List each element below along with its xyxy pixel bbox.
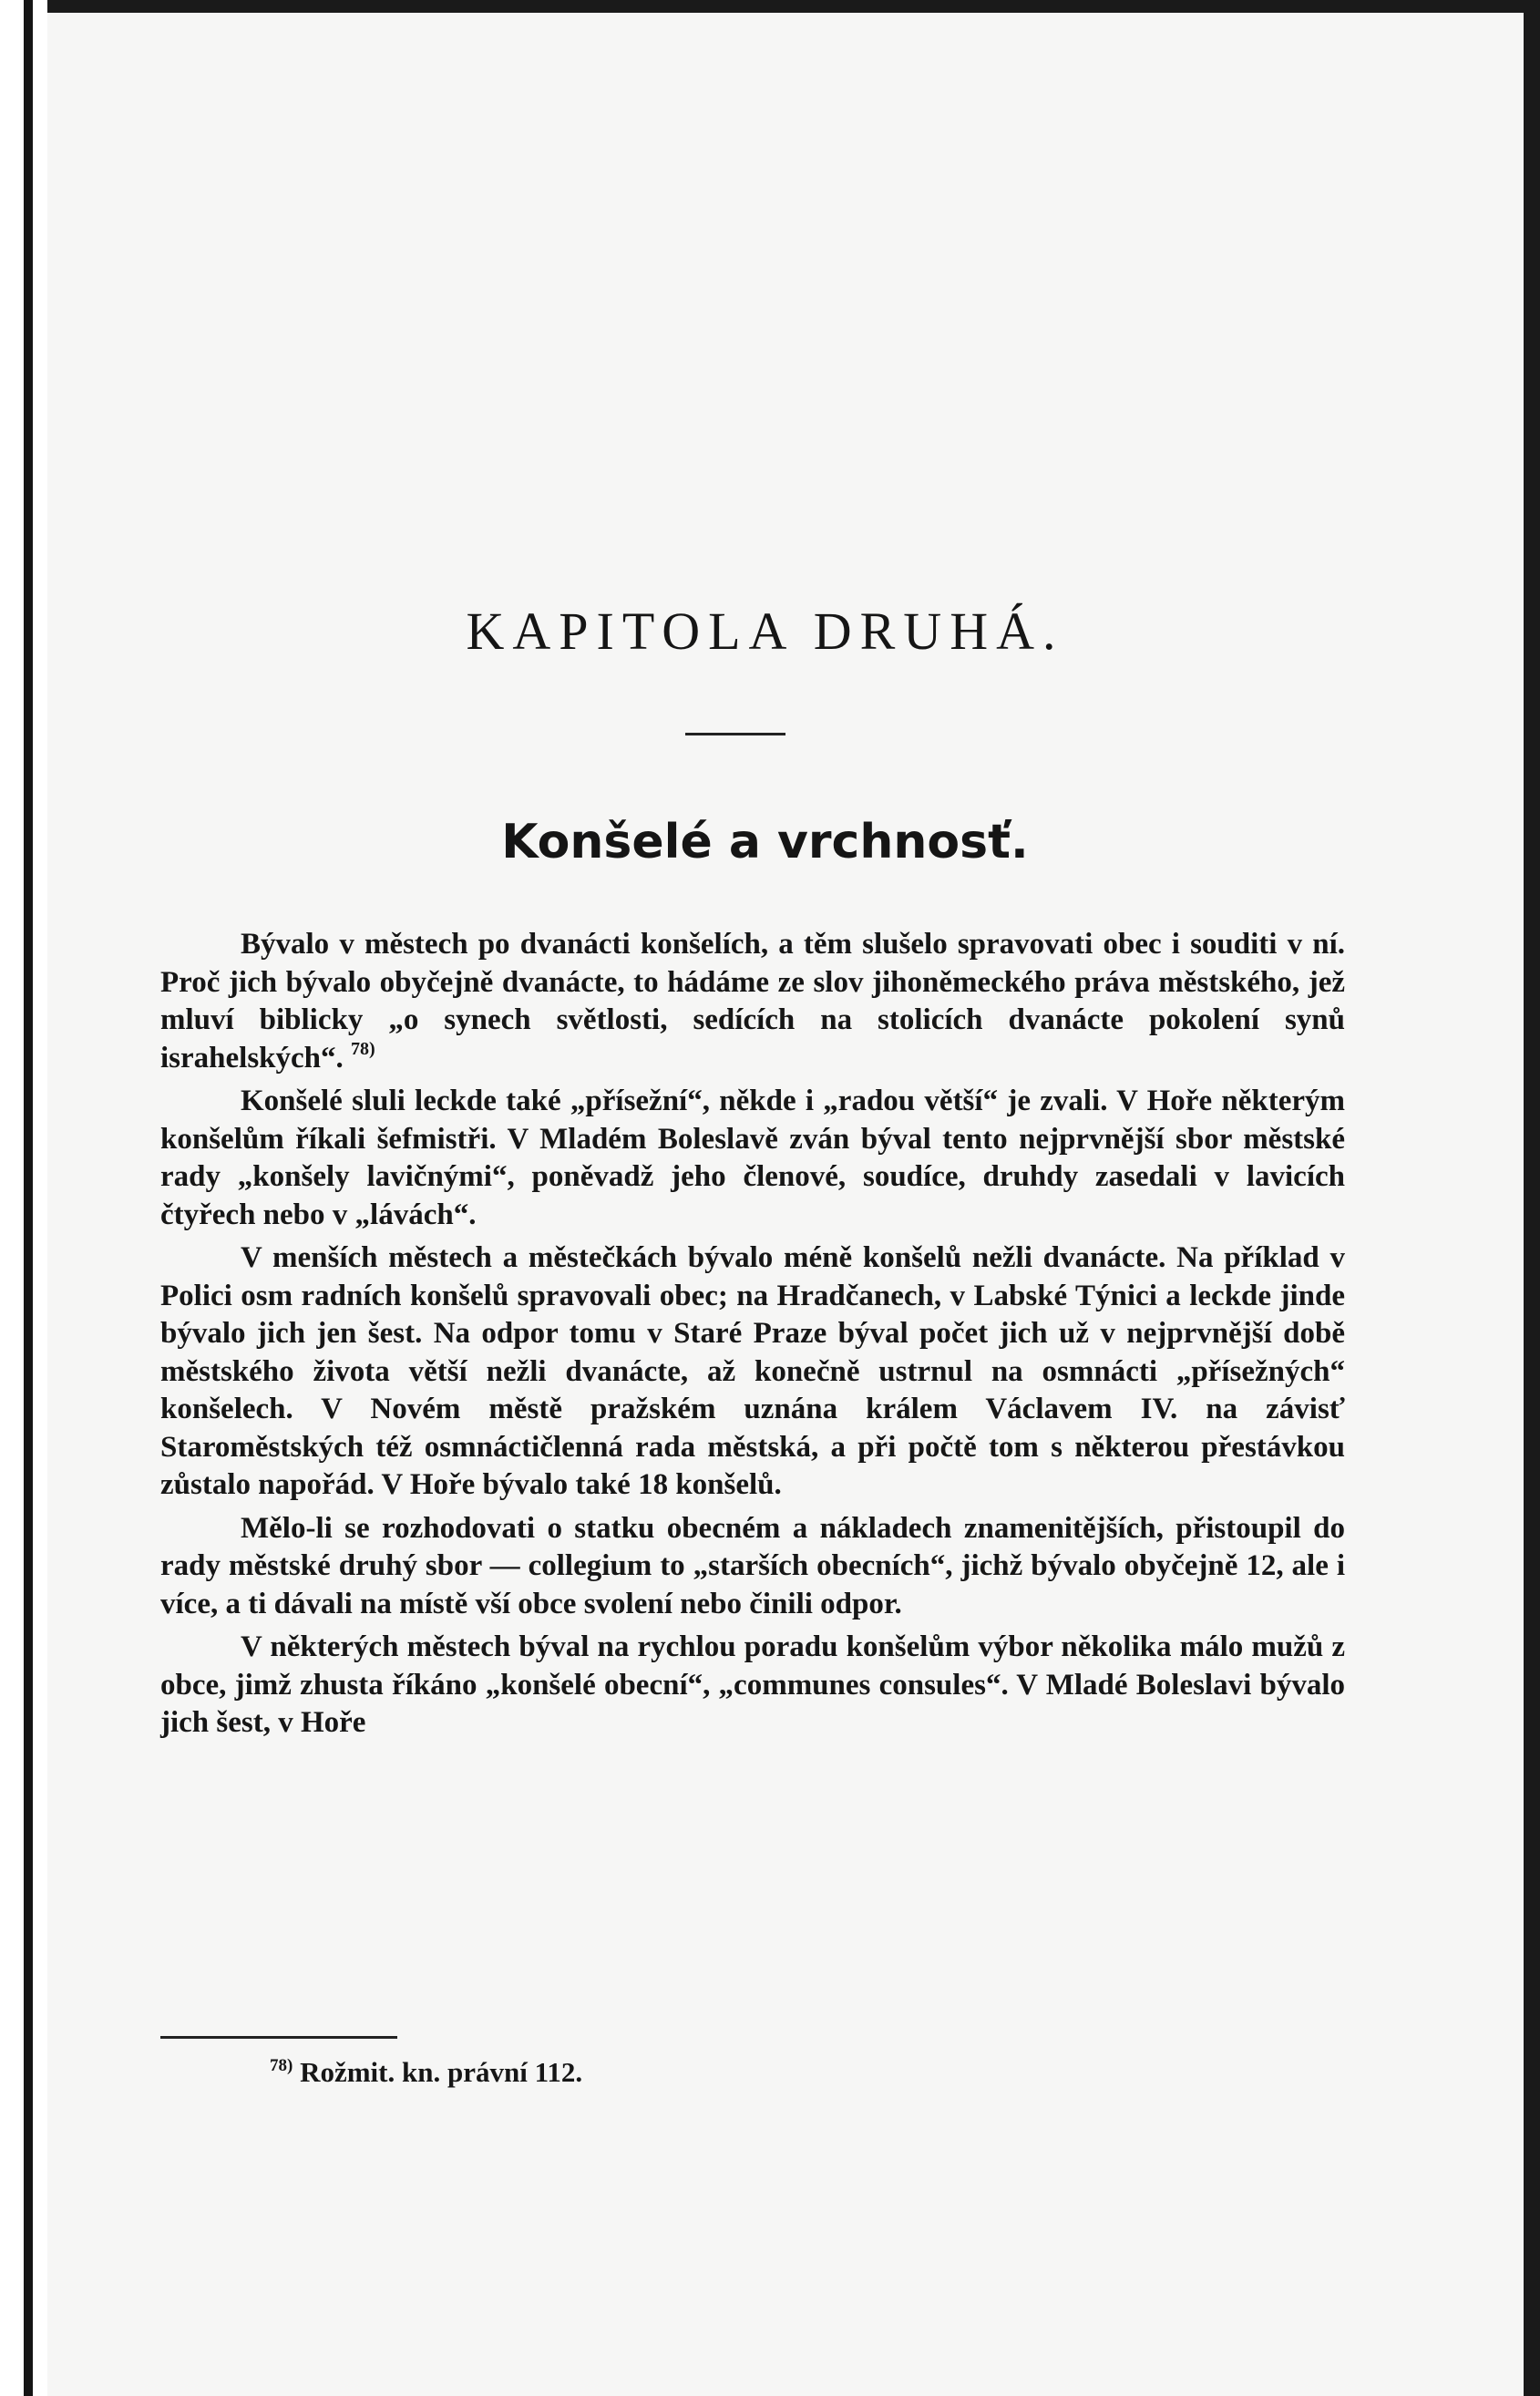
scan-left-edge	[24, 0, 33, 2396]
paragraph-1-text: Bývalo v městech po dvanácti konšelích, a těm slušelo spravovati obec i souditi v ní. Proč jich bývalo obyčejně dvanácte, to hádáme ze slov jihoněmeckého práva městského, jež mluví biblicky „o synech světlosti, sedících na stolicích dvanácte pokolení synů israhelských“.	[160, 928, 1345, 1075]
footnote-divider	[160, 2036, 397, 2039]
body-text	[160, 926, 1345, 1743]
footnote-reference: 78)	[351, 1038, 375, 1059]
paragraph-5-text: V některých městech býval na rychlou poradu konšelům výbor několika málo mužů z obce, jimž zhusta říkáno „konšelé obecní“, „communes consules“. V Mladé Boleslavi bývalo jich šest, v Hoře	[160, 1630, 1345, 1739]
paragraph-3-text: V menších městech a městečkách bývalo méně konšelů nežli dvanácte. Na příklad v Polici osm radních konšelů spravovali obec; na Hradčanech, v Labské Týnici a leckde jinde bývalo jich jen šest. Na odpor tomu v Staré Praze býval počet jich už v nejprvnější době městského života větší nežli dvanácte, až konečně ustrnul na osmnácti „přísežných“ konšelech. V Novém městě pražském uznána králem Václavem IV. na závisť Staroměstských též osmnáctičlenná rada městská, a při počtě tom s některou přestávkou zůstalo napořád. V Hoře bývalo také 18 konšelů.	[160, 1241, 1345, 1501]
paragraph-2	[160, 1083, 1345, 1234]
paragraph-4-text: Mělo-li se rozhodovati o statku obecném a nákladech znamenitějších, přistoupil do rady městské druhý sbor — collegium to „starších obecních“, jichž bývalo obyčejně 12, ale i více, a ti dávali na místě vší obce svolení nebo činili odpor.	[160, 1511, 1345, 1620]
section-title: Konšelé a vrchnosť.	[501, 815, 1029, 869]
paragraph-5	[160, 1629, 1345, 1743]
footnote	[270, 2056, 582, 2089]
book-page	[47, 13, 1524, 2396]
chapter-divider	[685, 733, 785, 735]
scan-right-edge	[1524, 0, 1540, 2396]
chapter-heading: KAPITOLA DRUHÁ.	[466, 602, 1064, 661]
paragraph-2-text: Konšelé sluli leckde také „přísežní“, někde i „radou větší“ je zvali. V Hoře některým konšelům říkali šefmistři. V Mladém Boleslavě zván býval tento nejprvnější sbor městské rady „konšely lavičnými“, poněvadž jeho členové, soudíce, druhdy zasedali v lavicích čtyřech nebo v „lávách“.	[160, 1085, 1345, 1231]
paragraph-4	[160, 1510, 1345, 1624]
footnote-text: Rožmit. kn. právní 112.	[300, 2056, 583, 2088]
footnote-marker: 78)	[270, 2056, 293, 2075]
paragraph-1	[160, 926, 1345, 1077]
paragraph-3	[160, 1239, 1345, 1505]
scan-top-edge	[0, 0, 1540, 13]
